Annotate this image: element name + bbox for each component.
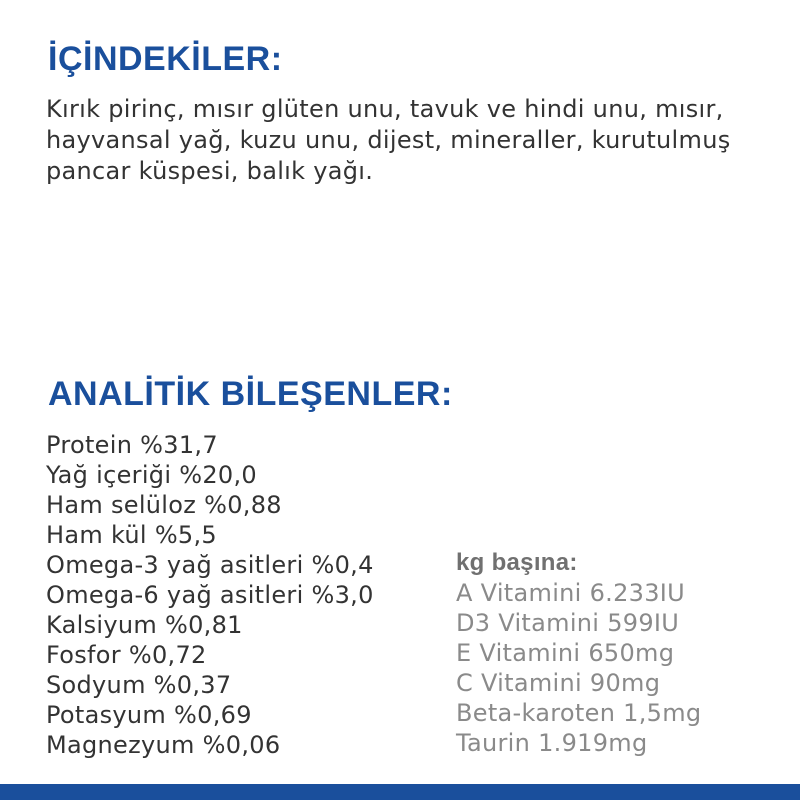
per-kg-block xyxy=(456,548,701,758)
analytical-item-protein: Protein %31,7 xyxy=(46,431,218,459)
analytical-item-sodium: Sodyum %0,37 xyxy=(46,671,232,699)
analytical-item-omega-6: Omega-6 yağ asitleri %3,0 xyxy=(46,581,374,609)
per-kg-item-vitamin-e: E Vitamini 650mg xyxy=(456,639,675,667)
analytical-item-magnesium: Magnezyum %0,06 xyxy=(46,731,281,759)
per-kg-heading: kg başına: xyxy=(456,549,578,576)
analytical-title: ANALİTİK BİLEŞENLER: xyxy=(48,375,453,413)
analytical-item-omega-3: Omega-3 yağ asitleri %0,4 xyxy=(46,551,374,579)
analytical-item-phosphorus: Fosfor %0,72 xyxy=(46,641,207,669)
per-kg-item-vitamin-a: A Vitamini 6.233IU xyxy=(456,579,686,607)
per-kg-item-vitamin-c: C Vitamini 90mg xyxy=(456,669,661,697)
ingredients-title: İÇİNDEKİLER: xyxy=(48,40,283,78)
analytical-list xyxy=(46,430,374,760)
per-kg-item-taurine: Taurin 1.919mg xyxy=(456,729,648,757)
analytical-item-crude-fiber: Ham selüloz %0,88 xyxy=(46,491,282,519)
analytical-item-potassium: Potasyum %0,69 xyxy=(46,701,252,729)
per-kg-item-beta-carotene: Beta-karoten 1,5mg xyxy=(456,699,702,727)
footer-band xyxy=(0,784,800,800)
per-kg-list xyxy=(456,578,701,758)
analytical-item-fat: Yağ içeriği %20,0 xyxy=(46,461,257,489)
analytical-item-calcium: Kalsiyum %0,81 xyxy=(46,611,243,639)
analytical-item-crude-ash: Ham kül %5,5 xyxy=(46,521,218,549)
ingredients-text: Kırık pirinç, mısır glüten unu, tavuk ve hindi unu, mısır, hayvansal yağ, kuzu unu, dijest, mineraller, kurutulmuş pancar küspesi, balık yağı. xyxy=(46,95,731,185)
per-kg-item-vitamin-d3: D3 Vitamini 599IU xyxy=(456,609,680,637)
